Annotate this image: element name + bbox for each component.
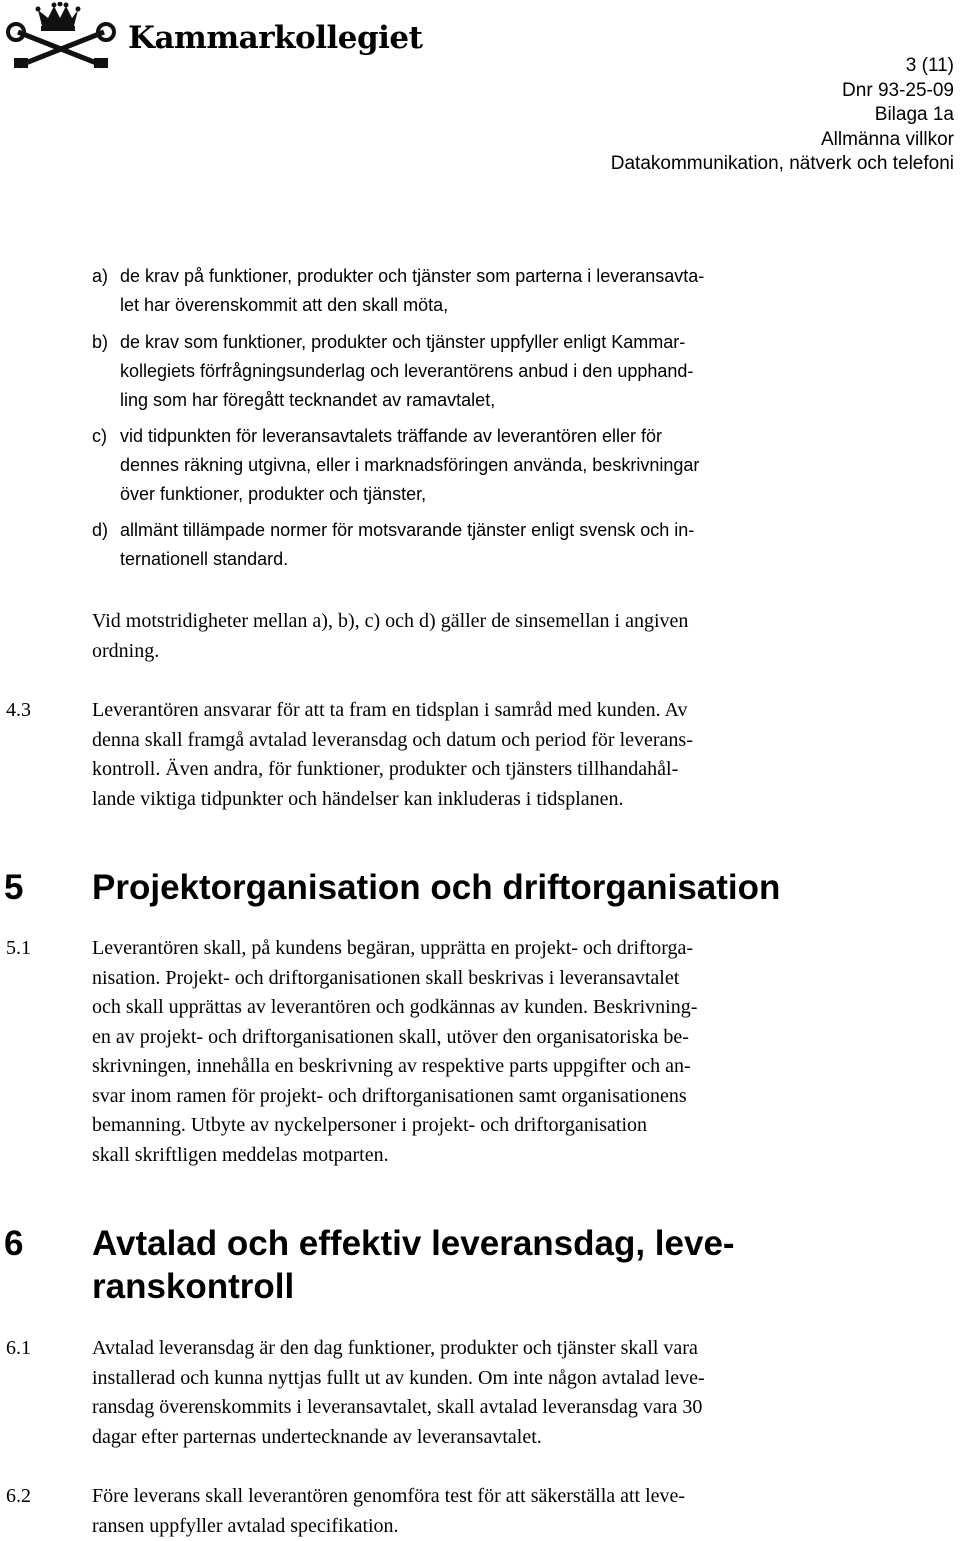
section-text: Före leverans skall leverantören genomföra test för att säkerställa att leve- ransen uppfyller avtalad specifikation. [92,1485,686,1537]
list-item-letter: c) [92,426,107,446]
crown-crossed-keys-icon [4,2,122,70]
list-item-letter: a) [92,266,109,286]
appendix-label: Bilaga 1a [874,104,954,125]
list-item-text: allmänt tillämpade normer för motsvarande tjänster enligt svensk och in- ternationell standard. [120,520,695,569]
document-number: Dnr 93-25-09 [842,79,954,101]
list-item-letter: d) [92,520,109,540]
heading-title: Avtalad och effektiv leveransdag, leve- ranskontroll [92,1224,735,1306]
document-header-info [611,54,954,177]
section-number: 6.2 [6,1485,31,1507]
section-number: 5.1 [6,937,31,959]
section-text: Leverantören skall, på kundens begäran, upprätta en projekt- och driftorga- nisation. Projekt- och driftorganisationen skall beskrivas i leveransavtalet och skall upprättas av leverantören och godkännas av kunden. Beskrivning- en av projekt- och driftorganisationen skall, utöver den organisatoriska be- skrivningen, innehålla en beskrivning av respektive parts uppgifter och an- svar inom ramen för projekt- och driftorganisationen samt organisationens bemanning. Utbyte av nyckelpersoner i projekt- och driftorganisation skall skriftligen meddelas motparten. [92,937,698,1166]
list-item-text: vid tidpunkten för leveransavtalets träffande av leverantören eller för dennes räkning utgivna, eller i marknadsföringen använda, beskrivningar över funktioner, produkter och tjänster, [120,426,700,504]
heading-number: 5 [4,868,24,907]
section-number: 6.1 [6,1337,31,1359]
precedence-paragraph: Vid motstridigheter mellan a), b), c) och d) gäller de sinsemellan i angiven ordning. [92,610,689,662]
kammarkollegiet-logo [4,2,423,72]
list-item-text: de krav på funktioner, produkter och tjänster som parterna i leveransavta- let har överenskommit att den skall möta, [120,266,705,315]
document-area: Datakommunikation, nätverk och telefoni [610,153,954,174]
section-text: Avtalad leveransdag är den dag funktioner, produkter och tjänster skall vara installerad och kunna nyttjas fullt ut av kunden. Om inte någon avtalad leve- ransdag överenskommits i leveransavtalet, skall avtalad leveransdag vara 30 dagar efter parternas undertecknande av leveransavtalet. [92,1337,705,1448]
section-number: 4.3 [6,699,31,721]
list-item-letter: b) [92,332,109,352]
page-number: 3 (11) [905,55,954,76]
heading-title: Projektorganisation och driftorganisation [92,868,781,907]
list-item-text: de krav som funktioner, produkter och tjänster uppfyller enligt Kammar- kollegiets förfrågningsunderlag och leverantörens anbud i den upphand- ling som har föregått tecknandet av ramavtalet, [120,332,694,410]
heading-number: 6 [4,1224,24,1263]
section-text: Leverantören ansvarar för att ta fram en tidsplan i samråd med kunden. Av denna skall framgå avtalad leveransdag och datum och period för leverans- kontroll. Även andra, för funktioner, produkter och tjänsters tillhandahål- lande viktiga tidpunkter och händelser kan inkluderas i tidsplanen. [92,699,693,810]
document-type: Allmänna villkor [820,128,954,150]
logo-wordmark: Kammarkollegiet [128,20,423,56]
